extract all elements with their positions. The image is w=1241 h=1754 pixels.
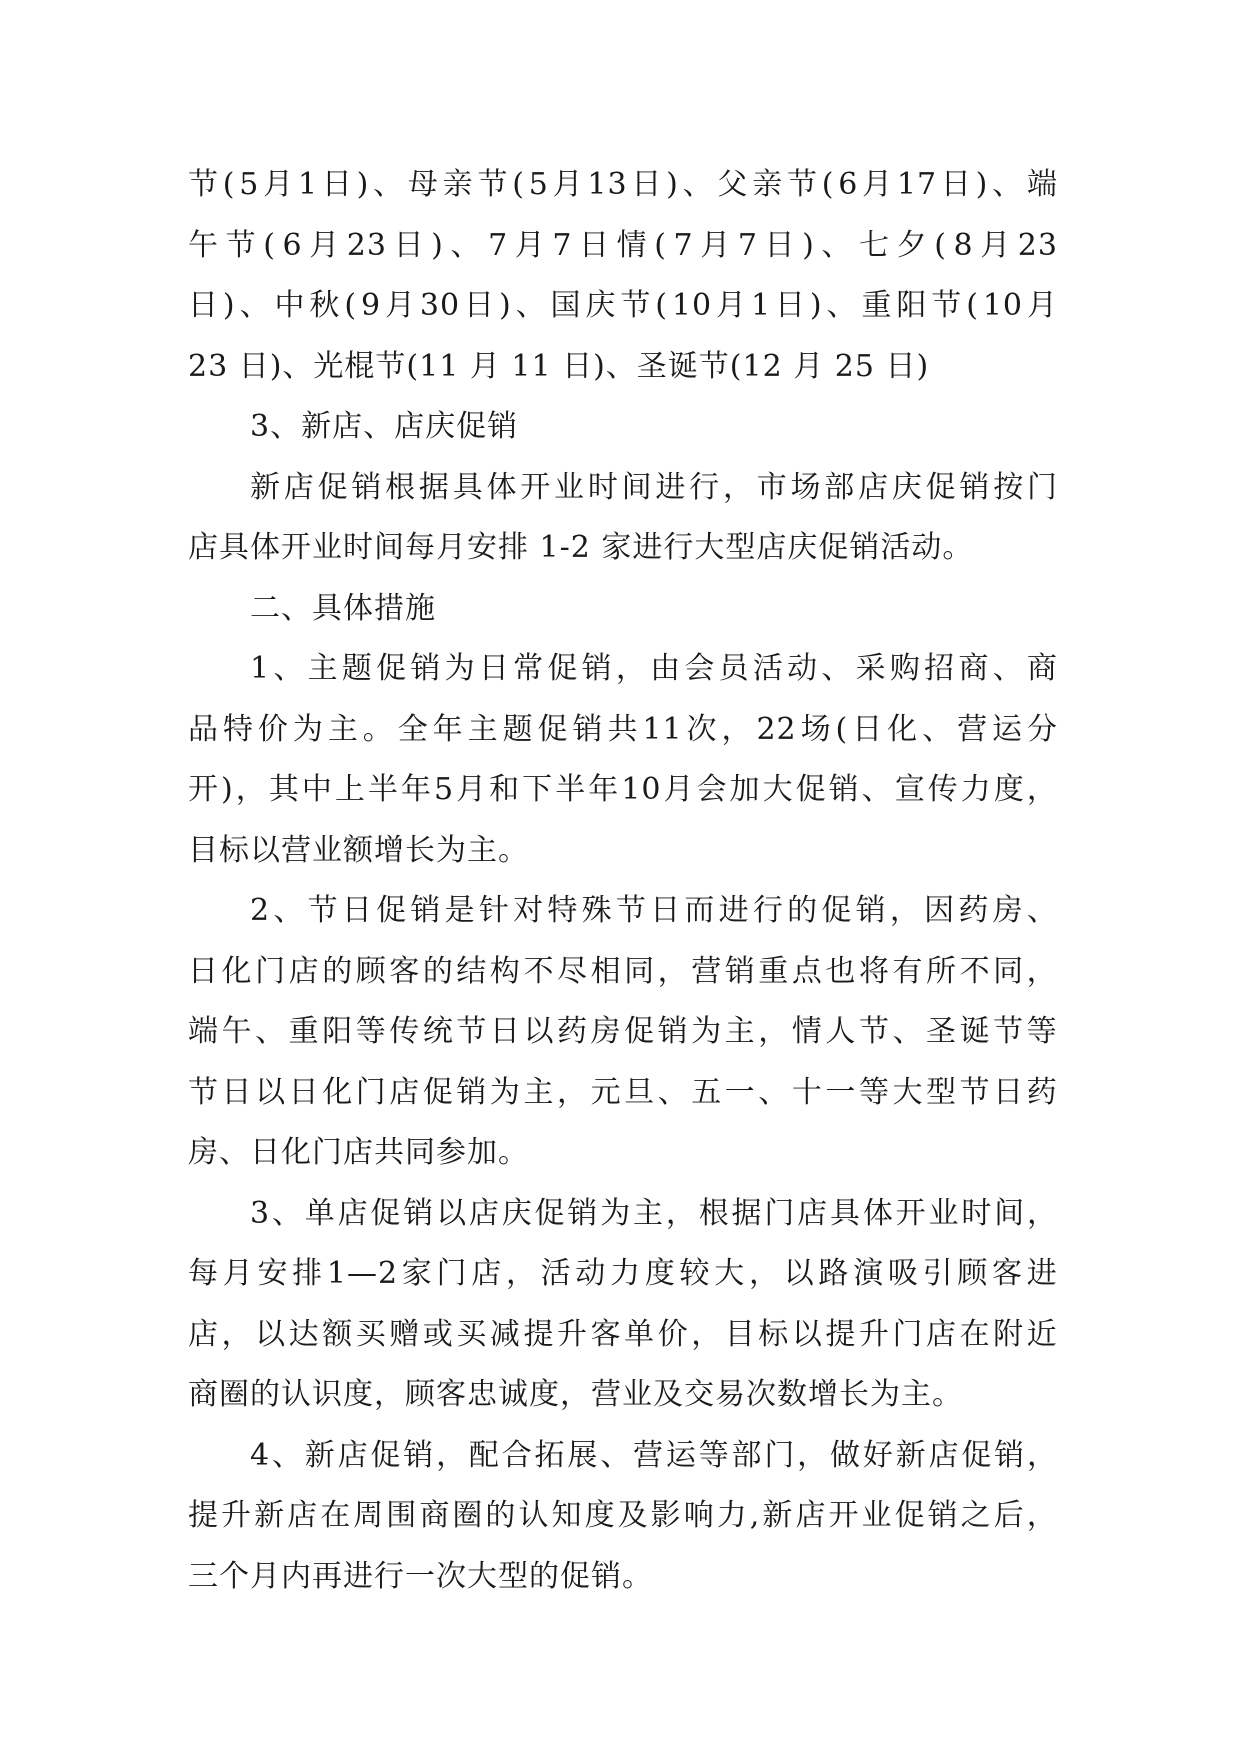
text-line: 节 日 以 日 化 门 店 促 销 为 主 ， 元 旦 、 五 一 、 十 一 等 大 型 节 日 药 [188, 1074, 1058, 1110]
text-line: 房、日化门店共同参加。 [188, 1135, 529, 1170]
text-line: 3、新店、店庆促销 [250, 409, 519, 444]
text-line: 店具体开业时间每月安排 1-2 家进行大型店庆促销活动。 [188, 530, 974, 565]
text-line: 2 、 节 日 促 销 是 针 对 特 殊 节 日 而 进 行 的 促 销 ， 因 药 房 、 [250, 893, 1058, 928]
document-body [188, 155, 1058, 1607]
text-line: 每 月 安 排 1—2 家 门 店 ， 活 动 力 度 较 大 ， 以 路 演 吸 引 顾 客 进 [188, 1256, 1058, 1291]
text-line: 提 升 新 店 在 周 围 商 圈 的 认 知 度 及 影 响 力 , 新 店 开 业 促 销 之 后 ， [188, 1498, 1058, 1533]
text-line: 店 ， 以 达 额 买 赠 或 买 减 提 升 客 单 价 ， 目 标 以 提 升 门 店 在 附 近 [188, 1316, 1058, 1352]
text-line: 新 店 促 销 根 据 具 体 开 业 时 间 进 行 ， 市 场 部 店 庆 促 销 按 门 [250, 469, 1058, 505]
text-line: 端 午 、 重 阳 等 传 统 节 日 以 药 房 促 销 为 主 ， 情 人 节 、 圣 诞 节 等 [188, 1014, 1058, 1049]
text-line: 4 、 新 店 促 销 ， 配 合 拓 展 、 营 运 等 部 门 ， 做 好 新 店 促 销 ， [250, 1437, 1058, 1473]
text-line: 二、具体措施 [250, 590, 436, 626]
text-line: 开 ) ， 其 中 上 半 年 5 月 和 下 半 年 10 月 会 加 大 促 销 、 宣 传 力 度 ， [188, 772, 1058, 807]
text-line: 节 ( 5 月 1 日 ) 、 母 亲 节 ( 5 月 13 日 ) 、 父 亲 节 ( 6 月 17 日 ) 、 端 [188, 167, 1058, 202]
text-line: 23 日)、光棍节(11 月 11 日)、圣诞节(12 月 25 日) [188, 348, 930, 384]
text-line: 商圈的认识度，顾客忠诚度，营业及交易次数增长为主。 [188, 1377, 963, 1412]
text-line: 午 节 ( 6 月 23 日 ) 、 7 月 7 日 情 ( 7 月 7 日 ) 、 七 夕 ( 8 月 23 [188, 227, 1058, 263]
text-line: 三个月内再进行一次大型的促销。 [188, 1558, 653, 1594]
text-line: 日 化 门 店 的 顾 客 的 结 构 不 尽 相 同 ， 营 销 重 点 也 将 有 所 不 同 ， [188, 953, 1058, 989]
text-line: 品 特 价 为 主 。 全 年 主 题 促 销 共 11 次 ， 22 场 ( 日 化 、 营 运 分 [188, 711, 1058, 747]
text-line: 3 、 单 店 促 销 以 店 庆 促 销 为 主 ， 根 据 门 店 具 体 开 业 时 间 ， [250, 1195, 1058, 1231]
text-line: 目标以营业额增长为主。 [188, 832, 529, 868]
text-line: 日 ) 、 中 秋 ( 9 月 30 日 ) 、 国 庆 节 ( 10 月 1 日 ) 、 重 阳 节 ( 10 月 [188, 288, 1058, 323]
text-line: 1 、 主 题 促 销 为 日 常 促 销 ， 由 会 员 活 动 、 采 购 招 商 、 商 [250, 651, 1058, 686]
